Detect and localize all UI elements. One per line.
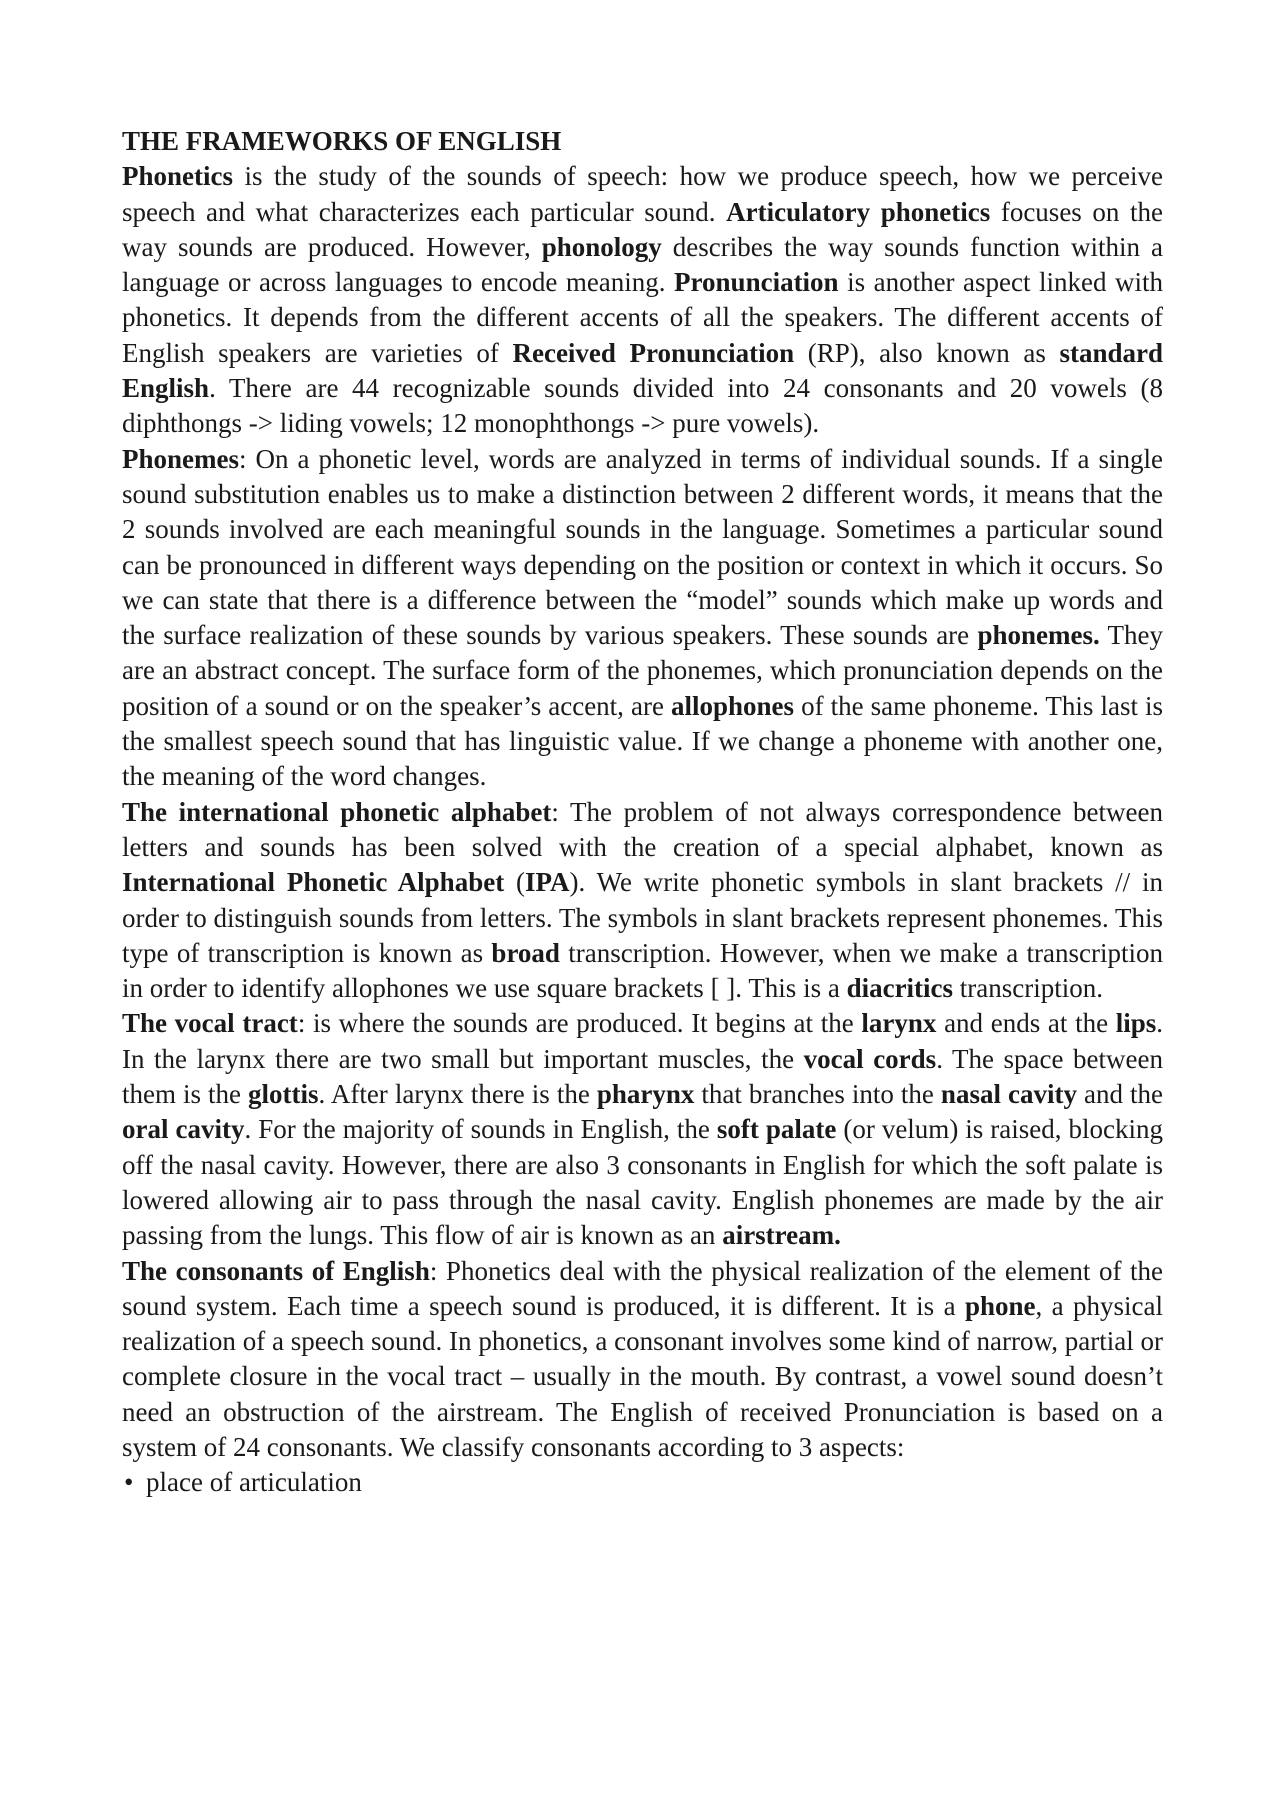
bold-term: Articulatory phonetics xyxy=(726,196,991,227)
bold-term: larynx xyxy=(861,1008,937,1039)
paragraph-list xyxy=(122,159,1163,1465)
bold-term: diacritics xyxy=(846,973,954,1004)
bold-term: pharynx xyxy=(596,1079,695,1110)
bold-term: allophones xyxy=(670,690,795,721)
paragraph-ipa xyxy=(122,795,1163,1007)
paragraph-vocal-tract xyxy=(122,1006,1163,1253)
text-run: . After larynx there is the xyxy=(318,1079,597,1110)
text-run: of the same phoneme. This last is the smallest speech sound that has linguistic value. If we change a phoneme with another one, the meaning of the word changes. xyxy=(122,690,1163,792)
paragraph-phonetics xyxy=(122,159,1163,441)
bold-term: phonology xyxy=(541,231,662,262)
text-run: and the xyxy=(1076,1079,1163,1110)
bold-term: nasal cavity xyxy=(940,1079,1077,1110)
text-run: : On a phonetic level, words are analyzed in terms of individual sounds. If a single sound substitution enables us to make a distinction between 2 different words, it means that the 2 sounds involved are each meaningful sounds in the language. Sometimes a particular sound can be pronounced in different ways depending on the position or context in which it occurs. So we can state that there is a difference between the “model” sounds which make up words and the surface realization of these sounds by various speakers. These sounds are xyxy=(122,443,1163,651)
bold-term: Received Pronunciation xyxy=(512,337,795,368)
text-run: that branches into the xyxy=(694,1079,941,1110)
bold-term: IPA xyxy=(525,867,570,898)
bold-term: Phonetics xyxy=(122,161,233,192)
text-run: , a physical realization of a speech sound. In phonetics, a consonant involves some kind of narrow, partial or complete closure in the vocal tract – usually in the mouth. By contrast, a vowel sound doesn’t need an obstruction of the airstream. The English of received Pronunciation is based on a system of 24 consonants. We classify consonants according to 3 aspects: xyxy=(122,1290,1163,1462)
text-run: They are an abstract concept. The surface form of the phonemes, which pronunciation depends on the position of a sound or on the speaker’s accent, are xyxy=(122,620,1163,721)
bullet-list xyxy=(122,1465,1163,1500)
bold-term: airstream. xyxy=(722,1220,841,1251)
page-title: THE FRAMEWORKS OF ENGLISH xyxy=(122,126,562,156)
bold-term: soft palate xyxy=(716,1114,837,1145)
bullet-item xyxy=(122,1465,1163,1500)
text-run: . For the majority of sounds in English, the xyxy=(244,1114,717,1145)
text-run: (or velum) is raised, blocking off the nasal cavity. However, there are also 3 consonants in English for which the soft palate is lowered allowing air to pass through the nasal cavity. English phonemes are made by the air passing from the lungs. This flow of air is known as an xyxy=(122,1114,1163,1251)
bold-term: lips xyxy=(1115,1008,1157,1039)
bullet-text: place of articulation xyxy=(146,1467,362,1498)
paragraph-consonants xyxy=(122,1254,1163,1466)
bold-term: The consonants of English xyxy=(122,1255,430,1286)
text-run: . The space between them is the xyxy=(122,1043,1163,1110)
text-run: ). We write phonetic symbols in slant brackets // in order to distinguish sounds from letters. The symbols in slant brackets represent phonemes. This type of transcription is known as xyxy=(122,867,1163,968)
bold-term: Pronunciation xyxy=(674,267,839,298)
text-run: . There are 44 recognizable sounds divided into 24 consonants and 20 vowels (8 diphthongs -> liding vowels; 12 monophthongs -> pure vowels). xyxy=(122,373,1163,439)
text-run: is the study of the sounds of speech: how we produce speech, how we perceive speech and what characterizes each particular sound. xyxy=(122,161,1163,227)
text-run: . In the larynx there are two small but important muscles, the xyxy=(122,1008,1164,1074)
bold-term: phonemes. xyxy=(977,620,1100,651)
bold-term: phone xyxy=(964,1290,1036,1321)
text-run: and ends at the xyxy=(936,1008,1116,1039)
bold-term: vocal cords xyxy=(803,1043,937,1074)
text-run: ( xyxy=(504,867,526,898)
bold-term: oral cavity xyxy=(122,1114,245,1145)
bold-term: standard English xyxy=(122,337,1163,404)
text-run: : The problem of not always correspondence between letters and sounds has been solved with the creation of a special alphabet, known as xyxy=(122,796,1164,862)
paragraph-phonemes xyxy=(122,442,1163,795)
bold-term: broad xyxy=(491,937,560,968)
bold-term: The international phonetic alphabet xyxy=(122,796,552,827)
text-run: is another aspect linked with phonetics. It depends from the different accents of all the speakers. The different accents of English speakers are varieties of xyxy=(122,267,1163,368)
bold-term: Phonemes xyxy=(122,443,239,474)
text-run: : is where the sounds are produced. It begins at the xyxy=(297,1008,862,1039)
text-run: : Phonetics deal with the physical realization of the element of the sound system. Each time a speech sound is produced, it is different. It is a xyxy=(122,1255,1163,1321)
text-run: transcription. However, when we make a transcription in order to identify allophones we use square brackets [ ]. This is a xyxy=(122,937,1163,1004)
text-run: focuses on the way sounds are produced. However, xyxy=(122,196,1163,262)
bold-term: International Phonetic Alphabet xyxy=(122,867,505,898)
bold-term: glottis xyxy=(248,1079,319,1110)
text-run: transcription. xyxy=(953,973,1104,1004)
text-run: describes the way sounds function within a language or across languages to encode meaning. xyxy=(122,231,1164,298)
text-run: (RP), also known as xyxy=(794,337,1060,368)
bold-term: The vocal tract xyxy=(122,1008,298,1039)
document-page xyxy=(122,124,1163,1501)
bullet-icon: • xyxy=(124,1467,134,1498)
